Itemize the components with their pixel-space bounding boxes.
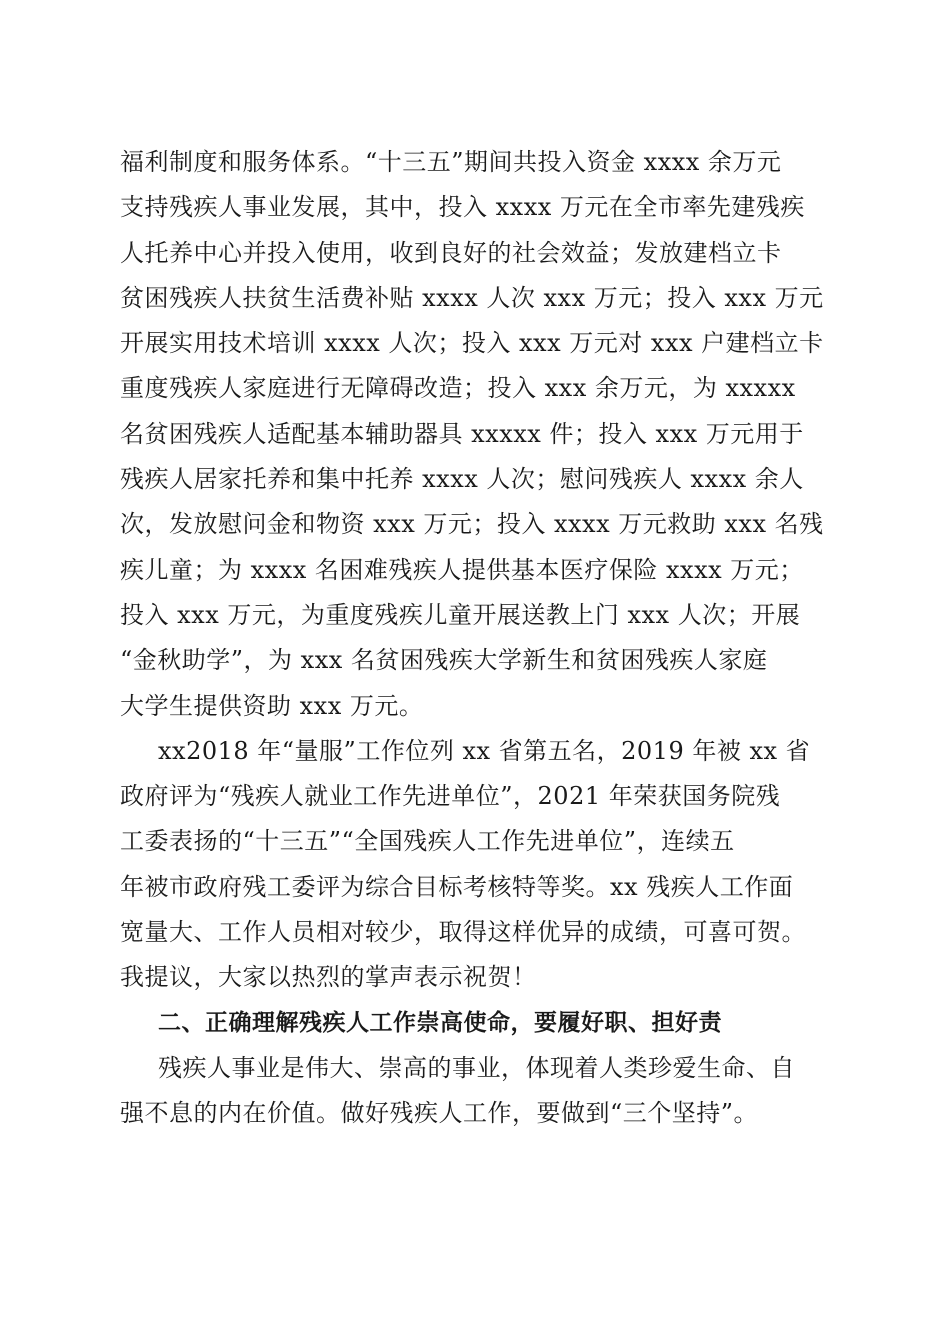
text-line: 疾儿童；为 xxxx 名困难残疾人提供基本医疗保险 xxxx 万元； xyxy=(120,555,804,584)
text-line: 强不息的内在价值。做好残疾人工作，要做到“三个坚持”。 xyxy=(120,1099,759,1128)
text-line: 年被市政府残工委评为综合目标考核特等奖。xx 残疾人工作面 xyxy=(120,872,794,901)
paragraph-achievements xyxy=(120,729,840,1001)
section-heading: 二、正确理解残疾人工作崇高使命，要履好职、担好责 xyxy=(158,1009,722,1036)
document-body xyxy=(120,140,840,1137)
paragraph-mission xyxy=(120,1046,840,1137)
text-line: 残疾人事业是伟大、崇高的事业，体现着人类珍爱生命、自 xyxy=(158,1053,795,1082)
text-line: “金秋助学”，为 xxx 名贫困残疾大学新生和贫困残疾人家庭 xyxy=(120,646,768,675)
text-line: 政府评为“残疾人就业工作先进单位”，2021 年荣获国务院残 xyxy=(120,782,781,811)
text-line: xx2018 年“量服”工作位列 xx 省第五名，2019 年被 xx 省 xyxy=(158,736,811,765)
text-line: 福利制度和服务体系。“十三五”期间共投入资金 xxxx 余万元 xyxy=(120,148,782,176)
paragraph-funding xyxy=(120,140,840,729)
text-line: 次，发放慰问金和物资 xxx 万元；投入 xxxx 万元救助 xxx 名残 xyxy=(120,510,824,539)
text-line: 大学生提供资助 xxx 万元。 xyxy=(120,691,424,720)
text-line: 重度残疾人家庭进行无障碍改造；投入 xxx 余万元，为 xxxxx xyxy=(120,374,796,403)
text-line: 名贫困残疾人适配基本辅助器具 xxxxx 件；投入 xxx 万元用于 xyxy=(120,419,804,448)
text-line: 人托养中心并投入使用，收到良好的社会效益；发放建档立卡 xyxy=(120,238,782,267)
text-line: 贫困残疾人扶贫生活费补贴 xxxx 人次 xxx 万元；投入 xxx 万元 xyxy=(120,283,824,312)
text-line: 工委表扬的“十三五”“全国残疾人工作先进单位”，连续五 xyxy=(120,827,735,856)
text-line: 开展实用技术培训 xxxx 人次；投入 xxx 万元对 xxx 户建档立卡 xyxy=(120,329,824,358)
text-line: 支持残疾人事业发展，其中，投入 xxxx 万元在全市率先建残疾 xyxy=(120,193,805,222)
text-line: 投入 xxx 万元，为重度残疾儿童开展送教上门 xxx 人次；开展 xyxy=(120,600,801,629)
text-line: 我提议，大家以热烈的掌声表示祝贺！ xyxy=(120,963,537,992)
text-line: 宽量大、工作人员相对较少，取得这样优异的成绩，可喜可贺。 xyxy=(120,918,806,947)
text-line: 残疾人居家托养和集中托养 xxxx 人次；慰问残疾人 xxxx 余人 xyxy=(120,465,804,494)
